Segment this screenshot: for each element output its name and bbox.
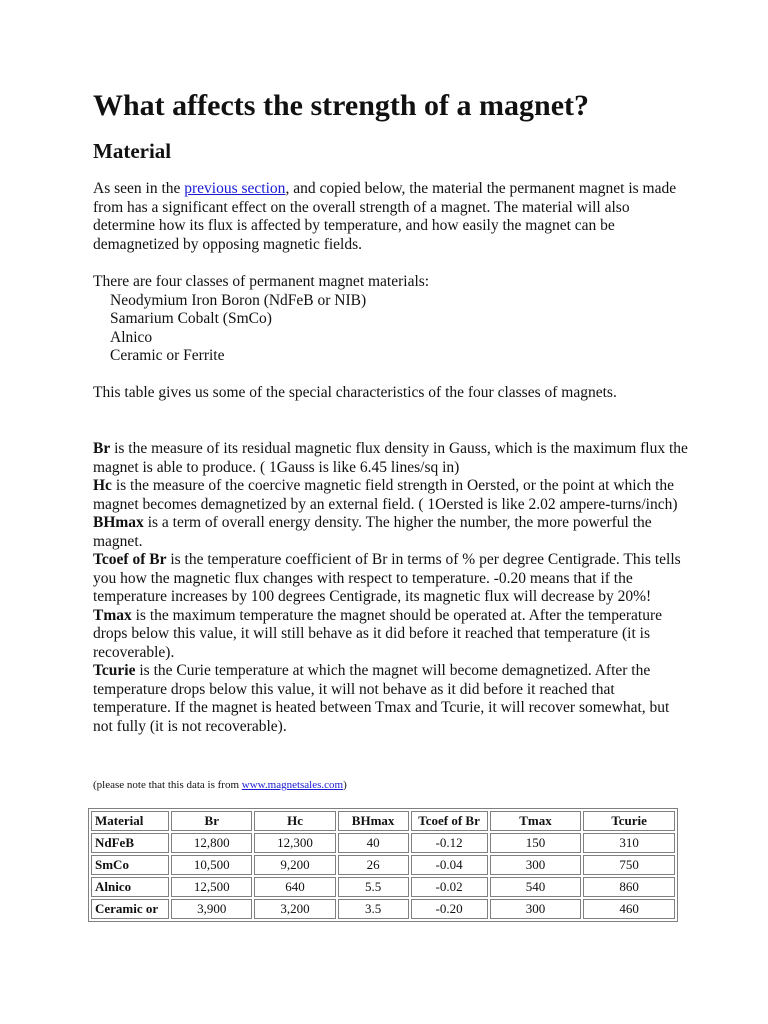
definition-term: Br [93,440,111,457]
table-cell: 540 [490,877,582,897]
class-item: Samarium Cobalt (SmCo) [110,310,272,327]
definition-br [93,440,693,477]
table-cell: NdFeB [91,833,169,853]
table-cell: 12,500 [171,877,252,897]
header-cell: Br [171,811,252,831]
table-row [91,833,675,853]
table-cell: 3,900 [171,899,252,919]
table-cell: 640 [254,877,335,897]
definition-hc [93,477,693,514]
note-text-start: (please note that this data is from [93,779,242,791]
definitions-block [93,440,693,736]
intro-text-start: As seen in the [93,180,185,197]
table-intro-paragraph [93,384,693,403]
table-cell: 150 [490,833,582,853]
table-cell: 300 [490,899,582,919]
definition-term: Tcoef of Br [93,551,167,568]
header-cell: BHmax [338,811,409,831]
definition-text: is the Curie temperature at which the magnet will become demagnetized. After the temperature drops below this value, it will not behave as it did before it reached that temperature. If the magnet is heated between Tmax and Tcurie, it will recover somewhat, but not fully (it is not recoverable). [93,662,670,735]
table-cell: 5.5 [338,877,409,897]
definition-text: is the maximum temperature the magnet should be operated at. After the temperature drops below this value, it will still behave as it did before it reached that temperature (it is recoverable). [93,606,663,661]
table-cell: Alnico [91,877,169,897]
table-cell: 40 [338,833,409,853]
header-cell: Tcurie [583,811,675,831]
definition-bhmax [93,514,693,551]
classes-lead: There are four classes of permanent magnet materials: [93,273,430,290]
table-intro-text: This table gives us some of the special characteristics of the four classes of magnets. [93,384,617,401]
table-cell: 12,800 [171,833,252,853]
intro-text-end: , and copied below, the material the permanent magnet is made from has a significant effect on the overall strength of a magnet. The material will also determine how its flux is affected by temperature, and how easily the magnet can be demagnetized by opposing magnetic fields. [93,180,677,253]
intro-paragraph [93,180,693,254]
table-cell: Ceramic or [91,899,169,919]
classes-block [93,273,693,366]
definition-text: is the measure of the coercive magnetic field strength in Oersted, or the point at which the magnet becomes demagnetized by an external field. ( 1Oersted is like 2.02 ampere-turns/inch) [93,477,678,513]
table-cell: 460 [583,899,675,919]
table-cell: 3,200 [254,899,335,919]
definition-tmax [93,607,693,663]
class-item: Alnico [110,328,153,346]
table-cell: 300 [490,855,582,875]
definition-term: Hc [93,477,112,494]
definition-text: is the temperature coefficient of Br in terms of % per degree Centigrade. This tells you how the magnetic flux changes with respect to temperature. -0.20 means that if the temperature increases by 100 degrees Centigrade, its magnetic flux will decrease by 20%! [93,551,681,605]
magnet-properties-table [88,808,678,922]
definition-text: is the measure of its residual magnetic flux density in Gauss, which is the maximum flux the magnet is able to produce. ( 1Gauss is like 6.45 lines/sq in) [93,440,688,476]
table-row [91,855,675,875]
table-cell: 10,500 [171,855,252,875]
previous-section-link[interactable]: previous section [184,180,286,197]
definition-tcurie [93,662,693,736]
class-item: Neodymium Iron Boron (NdFeB or NIB) [110,291,367,309]
source-note [93,778,347,792]
definition-term: Tmax [93,606,132,624]
table-cell: 310 [583,833,675,853]
magnetsales-link[interactable]: www.magnetsales.com [241,779,344,791]
definition-text: is a term of overall energy density. The higher the number, the more powerful the magnet. [93,514,652,550]
table-cell: SmCo [91,855,169,875]
table-cell: -0.02 [411,877,488,897]
table-cell: 9,200 [254,855,335,875]
table-cell: 12,300 [254,833,335,853]
header-cell: Tcoef of Br [411,811,488,831]
note-text-end: ) [343,779,347,791]
table-cell: -0.12 [411,833,488,853]
table-row [91,877,675,897]
table-cell: 26 [338,855,409,875]
class-item: Ceramic or Ferrite [110,347,225,364]
header-cell: Tmax [490,811,582,831]
table-row [91,899,675,919]
table-header-row [91,811,675,831]
page-title: What affects the strength of a magnet? [93,89,590,122]
section-heading: Material [93,139,172,163]
definition-term: Tcurie [93,662,136,679]
table-cell: -0.20 [411,899,488,919]
definition-term: BHmax [93,514,144,531]
header-cell: Material [91,811,169,831]
definition-tcoef [93,551,693,607]
table-cell: -0.04 [411,855,488,875]
table-cell: 750 [583,855,675,875]
table-cell: 860 [583,877,675,897]
header-cell: Hc [254,811,335,831]
table-cell: 3.5 [338,899,409,919]
